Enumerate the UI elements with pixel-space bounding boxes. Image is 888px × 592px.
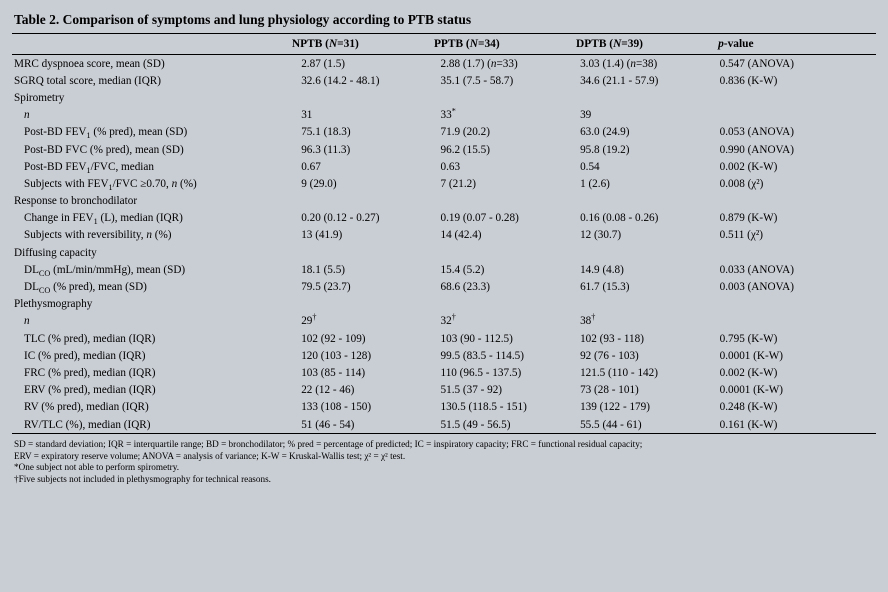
cell-nptb: 9 (29.0) (301, 177, 337, 190)
row-label: RV (% pred), median (IQR) (24, 401, 149, 414)
cell-pvalue: 0.053 (ANOVA) (719, 126, 794, 139)
cell-dptb: 55.5 (44 - 61) (580, 418, 642, 431)
table-row (12, 347, 876, 364)
cell-pptb: 51.5 (37 - 92) (440, 384, 503, 397)
row-label: Post-BD FVC (% pred), mean (SD) (24, 143, 184, 156)
table-row (12, 244, 876, 261)
cell-pvalue: 0.836 (K-W) (719, 74, 778, 87)
table-row (12, 261, 876, 278)
cell-dptb: 14.9 (4.8) (580, 263, 624, 276)
cell-pvalue: 0.033 (ANOVA) (719, 263, 794, 276)
table-header (12, 34, 876, 54)
cell-dptb: 121.5 (110 - 142) (580, 366, 658, 379)
comparison-table (12, 34, 876, 54)
table-row (12, 416, 876, 433)
cell-pvalue: 0.161 (K-W) (719, 418, 778, 431)
cell-pvalue: 0.990 (ANOVA) (719, 143, 794, 156)
row-label: RV/TLC (%), median (IQR) (24, 418, 151, 431)
cell-dptb (578, 193, 718, 210)
table-row (12, 399, 876, 416)
table-row (12, 210, 876, 227)
table-row (12, 175, 876, 192)
table-row (12, 364, 876, 381)
row-label: ERV (% pred), median (IQR) (24, 384, 156, 397)
table-row (12, 124, 876, 141)
table-body (12, 55, 876, 433)
row-label: TLC (% pred), median (IQR) (24, 332, 156, 345)
column-header-pvalue-text: p (718, 38, 724, 50)
cell-pptb (439, 244, 579, 261)
cell-nptb (299, 244, 438, 261)
row-label: MRC dyspnoea score, mean (SD) (14, 57, 165, 70)
cell-pptb: 35.1 (7.5 - 58.7) (440, 74, 514, 87)
cell-dptb: 0.16 (0.08 - 0.26) (580, 212, 659, 225)
cell-dptb: 61.7 (15.3) (580, 281, 630, 294)
table-row (12, 227, 876, 244)
cell-nptb: 22 (12 - 46) (301, 384, 355, 397)
row-label: SGRQ total score, median (IQR) (14, 74, 161, 87)
cell-pvalue: 0.008 (χ²) (719, 177, 764, 190)
cell-pptb: 68.6 (23.3) (440, 281, 490, 294)
cell-nptb: 79.5 (23.7) (301, 281, 351, 294)
row-label: $DL_{CO}$ (% pred), mean (SD) (24, 281, 147, 296)
cell-nptb: 102 (92 - 109) (301, 332, 366, 345)
row-label: $DL_{CO}$ (mL/min/mmHg), mean (SD) (24, 263, 186, 279)
cell-dptb: 102 (93 - 118) (580, 332, 644, 345)
cell-pptb: 2.88 (1.7) (n=33) (440, 57, 518, 70)
table-row (12, 313, 876, 330)
cell-nptb (299, 89, 438, 106)
cell-dptb: 3.03 (1.4) (n=38) (580, 57, 658, 70)
column-header-pptb (432, 34, 574, 54)
cell-dptb: 139 (122 - 179) (580, 401, 650, 414)
table-row (12, 158, 876, 175)
cell-nptb: 32.6 (14.2 - 48.1) (301, 74, 380, 87)
cell-pvalue: 0.248 (K-W) (719, 401, 778, 414)
comparison-table-body (12, 55, 876, 433)
cell-nptb: 96.3 (11.3) (301, 143, 351, 156)
cell-dptb: 73 (28 - 101) (580, 384, 639, 397)
footnote-line: *One subject not able to perform spirometry. (14, 462, 179, 473)
cell-dptb: 39 (580, 109, 592, 122)
table-row (12, 72, 876, 89)
cell-pvalue (718, 313, 876, 330)
footnote-line: ERV = expiratory reserve volume; ANOVA = analysis of variance; K-W = Kruskal-Wallis test; χ² = χ² test. (14, 450, 406, 461)
row-label: Plethysmography (14, 298, 93, 311)
row-label: Diffusing capacity (14, 246, 97, 259)
table-row (12, 330, 876, 347)
cell-nptb: 133 (108 - 150) (301, 401, 372, 414)
column-header-dptb-text: DPTB (N=39) (576, 38, 643, 50)
cell-nptb: 120 (103 - 128) (301, 349, 372, 362)
cell-pptb: 99.5 (83.5 - 114.5) (440, 349, 524, 362)
cell-pptb: 15.4 (5.2) (440, 263, 485, 276)
column-header-dptb (574, 34, 716, 54)
row-label: Spirometry (14, 91, 65, 104)
cell-nptb: 0.20 (0.12 - 0.27) (301, 212, 380, 225)
cell-pvalue (718, 89, 876, 106)
cell-pvalue: 0.002 (K-W) (719, 366, 778, 379)
column-header-pptb-text: PPTB (N=34) (433, 38, 500, 50)
cell-pptb: 130.5 (118.5 - 151) (440, 401, 527, 414)
cell-pvalue (718, 244, 876, 261)
cell-nptb: 103 (85 - 114) (301, 366, 366, 379)
row-label: Post-BD $FEV_1$ (% pred), mean (SD) (24, 126, 188, 141)
cell-pptb: 0.19 (0.07 - 0.28) (440, 212, 519, 225)
cell-nptb: 2.87 (1.5) (301, 57, 346, 70)
cell-pvalue: 0.003 (ANOVA) (719, 281, 794, 294)
cell-pptb (439, 89, 579, 106)
cell-nptb: 29† (301, 312, 317, 328)
cell-pptb: 110 (96.5 - 137.5) (440, 366, 522, 379)
cell-pptb (439, 193, 579, 210)
row-label: Change in $FEV_1$ (L), median (IQR) (24, 212, 183, 227)
cell-pptb: 0.63 (440, 160, 461, 173)
column-header-pvalue: p-value (718, 38, 754, 50)
cell-dptb: 95.8 (19.2) (580, 143, 630, 156)
table-row (12, 382, 876, 399)
row-label: n (24, 315, 30, 328)
cell-nptb: 18.1 (5.5) (301, 263, 346, 276)
cell-pvalue: 0.547 (ANOVA) (719, 57, 794, 70)
row-label: Post-BD $FEV_1$/FVC, median (24, 160, 154, 175)
cell-nptb: 75.1 (18.3) (301, 126, 351, 139)
cell-pptb: 96.2 (15.5) (440, 143, 490, 156)
footnote-line: †Five subjects not included in plethysmography for technical reasons. (14, 473, 271, 484)
cell-pvalue: 0.0001 (K-W) (719, 384, 783, 397)
page-title: Table 2. Comparison of symptoms and lung physiology according to PTB status (14, 12, 472, 27)
cell-nptb: 0.67 (301, 160, 321, 173)
cell-pvalue (718, 193, 876, 210)
table-row (12, 55, 876, 72)
cell-pptb: 14 (42.4) (440, 229, 482, 242)
cell-nptb: 13 (41.9) (301, 229, 343, 242)
cell-dptb: 34.6 (21.1 - 57.9) (580, 74, 659, 87)
table-row (12, 296, 876, 313)
cell-pvalue (718, 107, 876, 124)
table-row (12, 89, 876, 106)
cell-dptb: 92 (76 - 103) (580, 349, 639, 362)
cell-pptb: 103 (90 - 112.5) (440, 332, 513, 345)
cell-pptb: 32† (440, 312, 456, 328)
column-header-nptb (290, 34, 432, 54)
cell-pptb: 7 (21.2) (440, 177, 476, 190)
cell-pvalue: 0.0001 (K-W) (719, 349, 783, 362)
table-row (12, 141, 876, 158)
cell-pptb (439, 296, 579, 313)
cell-dptb (578, 89, 718, 106)
cell-pvalue: 0.879 (K-W) (719, 212, 778, 225)
table-footnotes (12, 434, 876, 485)
cell-dptb: 63.0 (24.9) (580, 126, 630, 139)
cell-nptb (299, 296, 438, 313)
cell-dptb: 1 (2.6) (580, 177, 610, 190)
cell-pvalue: 0.002 (K-W) (719, 160, 778, 173)
row-label: Subjects with $FEV_1$/FVC ≥0.70, n (%) (24, 177, 197, 193)
cell-pptb: 33* (440, 106, 456, 122)
row-label: n (24, 109, 30, 122)
cell-dptb (578, 296, 718, 313)
column-header-label (12, 34, 290, 54)
row-label: IC (% pred), median (IQR) (24, 349, 146, 362)
cell-pvalue: 0.511 (χ²) (719, 229, 763, 242)
footnote-line: SD = standard deviation; IQR = interquartile range; BD = bronchodilator; % pred = percentage of predicted; IC = inspiratory capacity; FRC = functional residual capacity; (14, 439, 643, 450)
cell-dptb: 38† (580, 312, 596, 328)
row-label: Response to bronchodilator (14, 195, 138, 208)
cell-dptb: 0.54 (580, 160, 600, 173)
cell-dptb: 12 (30.7) (580, 229, 622, 242)
cell-nptb: 51 (46 - 54) (301, 418, 355, 431)
cell-nptb: 31 (301, 109, 313, 122)
cell-dptb (578, 244, 718, 261)
row-label: Subjects with reversibility, n (%) (24, 229, 172, 242)
cell-pptb: 51.5 (49 - 56.5) (440, 418, 511, 431)
cell-pvalue (718, 296, 876, 313)
column-header-nptb-text: NPTB (N=31) (291, 38, 359, 50)
table-row (12, 278, 876, 295)
table-row (12, 193, 876, 210)
table-row (12, 107, 876, 124)
row-label: FRC (% pred), median (IQR) (24, 366, 156, 379)
cell-nptb (299, 193, 438, 210)
header-row (12, 34, 876, 54)
cell-pvalue: 0.795 (K-W) (719, 332, 778, 345)
cell-pptb: 71.9 (20.2) (440, 126, 490, 139)
